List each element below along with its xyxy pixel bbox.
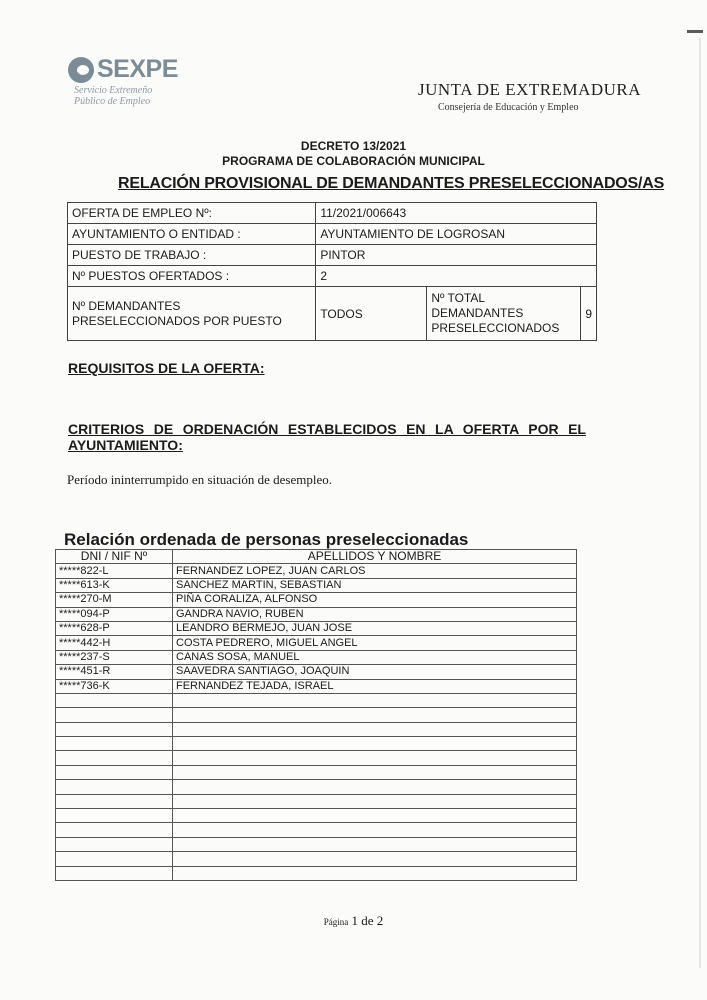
presel-puesto-value: TODOS xyxy=(316,287,427,341)
table-row xyxy=(56,621,577,635)
oferta-label: OFERTA DE EMPLEO Nº: xyxy=(68,203,316,224)
dni-cell xyxy=(56,751,173,765)
table-row xyxy=(56,737,577,751)
dni-cell xyxy=(56,809,173,823)
table-row xyxy=(56,780,577,794)
dni-cell xyxy=(56,737,173,751)
nombre-cell xyxy=(173,866,577,880)
table-row xyxy=(56,593,577,607)
puesto-row xyxy=(68,245,597,266)
nombre-cell: FERNANDEZ TEJADA, ISRAEL xyxy=(173,679,577,693)
presel-puesto-label: Nº DEMANDANTES PRESELECCIONADOS POR PUESTO xyxy=(68,287,316,341)
dni-cell: *****628-P xyxy=(56,621,173,635)
programa-heading: PROGRAMA DE COLABORACIÓN MUNICIPAL xyxy=(222,154,485,168)
nombre-cell: SAAVEDRA SANTIAGO, JOAQUIN xyxy=(173,665,577,679)
table-row xyxy=(56,722,577,736)
nombre-cell: CANAS SOSA, MANUEL xyxy=(173,650,577,664)
sexpe-logo-subtitle xyxy=(74,85,152,107)
dni-cell xyxy=(56,722,173,736)
criterios-heading: CRITERIOS DE ORDENACIÓN ESTABLECIDOS EN LA OFERTA POR EL xyxy=(68,421,586,437)
nombre-cell: LEANDRO BERMEJO, JUAN JOSE xyxy=(173,621,577,635)
nombre-cell xyxy=(173,780,577,794)
nombre-cell xyxy=(173,823,577,837)
table-row xyxy=(56,794,577,808)
requisitos-heading: REQUISITOS DE LA OFERTA: xyxy=(68,360,265,376)
table-header-row xyxy=(56,550,577,564)
dni-cell xyxy=(56,693,173,707)
sexpe-logo xyxy=(68,55,238,115)
sexpe-subtitle-line2: Público de Empleo xyxy=(74,96,151,107)
dni-cell xyxy=(56,780,173,794)
dni-cell: *****822-L xyxy=(56,564,173,578)
dni-cell xyxy=(56,852,173,866)
nombre-cell: PIÑA CORALIZA, ALFONSO xyxy=(173,593,577,607)
total-presel-value: 9 xyxy=(581,287,597,341)
dni-cell: *****237-S xyxy=(56,650,173,664)
nombre-cell xyxy=(173,852,577,866)
ayto-value: AYUNTAMIENTO DE LOGROSAN xyxy=(316,224,597,245)
dni-cell xyxy=(56,708,173,722)
oferta-value: 11/2021/006643 xyxy=(316,203,597,224)
col-dni-header: DNI / NIF Nº xyxy=(56,550,173,564)
dni-cell: *****736-K xyxy=(56,679,173,693)
nombre-cell xyxy=(173,693,577,707)
pagina-label: Página xyxy=(323,917,349,927)
table-row xyxy=(56,693,577,707)
nombre-cell xyxy=(173,765,577,779)
dni-cell: *****270-M xyxy=(56,593,173,607)
nombre-cell xyxy=(173,751,577,765)
table-row xyxy=(56,650,577,664)
table-row xyxy=(56,852,577,866)
puesto-value: PINTOR xyxy=(316,245,597,266)
nombre-cell: FERNANDEZ LOPEZ, JUAN CARLOS xyxy=(173,564,577,578)
offer-row xyxy=(68,203,597,224)
dni-cell xyxy=(56,837,173,851)
table-row xyxy=(56,578,577,592)
table-row xyxy=(56,636,577,650)
page-number: 1 xyxy=(351,913,358,928)
relacion-title: RELACIÓN PROVISIONAL DE DEMANDANTES PRESELECCIONADOS/AS xyxy=(118,175,665,192)
table-row xyxy=(56,607,577,621)
nombre-cell xyxy=(173,737,577,751)
consejeria-title: Consejería de Educación y Empleo xyxy=(438,102,579,113)
sexpe-logo-name: SEXPE xyxy=(97,55,178,83)
de-label: de xyxy=(361,913,374,928)
nombre-cell: COSTA PEDRERO, MIGUEL ANGEL xyxy=(173,636,577,650)
table-row xyxy=(56,823,577,837)
dni-cell xyxy=(56,794,173,808)
lista-title: Relación ordenada de personas preseleccionadas xyxy=(64,530,469,549)
table-row xyxy=(56,679,577,693)
preseleccionados-row xyxy=(68,287,597,341)
scan-edge xyxy=(699,38,701,968)
dni-cell: *****451-R xyxy=(56,665,173,679)
dni-cell: *****442-H xyxy=(56,636,173,650)
puestos-ofertados-value: 2 xyxy=(316,266,597,287)
criterio-text: Período ininterrumpido en situación de desempleo. xyxy=(67,472,332,487)
dni-cell: *****613-K xyxy=(56,578,173,592)
ayto-row xyxy=(68,224,597,245)
table-row xyxy=(56,708,577,722)
criterios-heading-cont: AYUNTAMIENTO: xyxy=(68,437,183,453)
table-row xyxy=(56,765,577,779)
offer-info-table xyxy=(67,202,597,341)
puestos-ofertados-label: Nº PUESTOS OFERTADOS : xyxy=(68,266,316,287)
nombre-cell xyxy=(173,708,577,722)
total-presel-label: Nº TOTAL DEMANDANTES PRESELECCIONADOS xyxy=(427,287,581,341)
table-row xyxy=(56,665,577,679)
decreto-heading: DECRETO 13/2021 xyxy=(300,139,407,153)
table-row xyxy=(56,809,577,823)
col-nombre-header: APELLIDOS Y NOMBRE xyxy=(173,550,577,564)
puesto-label: PUESTO DE TRABAJO : xyxy=(68,245,316,266)
sexpe-subtitle-line1: Servicio Extremeño xyxy=(74,85,153,96)
ayto-label: AYUNTAMIENTO O ENTIDAD : xyxy=(68,224,316,245)
sexpe-logo-icon xyxy=(68,57,94,83)
junta-title: JUNTA DE EXTREMADURA xyxy=(418,80,642,99)
page-footer xyxy=(0,913,707,929)
table-row xyxy=(56,564,577,578)
scan-edge-mark xyxy=(687,30,703,33)
table-row xyxy=(56,751,577,765)
puestos-ofertados-row xyxy=(68,266,597,287)
nombre-cell xyxy=(173,722,577,736)
dni-cell: *****094-P xyxy=(56,607,173,621)
nombre-cell: SANCHEZ MARTIN, SEBASTIAN xyxy=(173,578,577,592)
dni-cell xyxy=(56,866,173,880)
nombre-cell: GANDRA NAVIO, RUBEN xyxy=(173,607,577,621)
dni-cell xyxy=(56,823,173,837)
table-row xyxy=(56,866,577,880)
nombre-cell xyxy=(173,794,577,808)
candidates-body xyxy=(56,564,577,881)
nombre-cell xyxy=(173,837,577,851)
dni-cell xyxy=(56,765,173,779)
table-row xyxy=(56,837,577,851)
nombre-cell xyxy=(173,809,577,823)
candidates-table xyxy=(55,549,577,881)
page-total: 2 xyxy=(376,913,384,928)
